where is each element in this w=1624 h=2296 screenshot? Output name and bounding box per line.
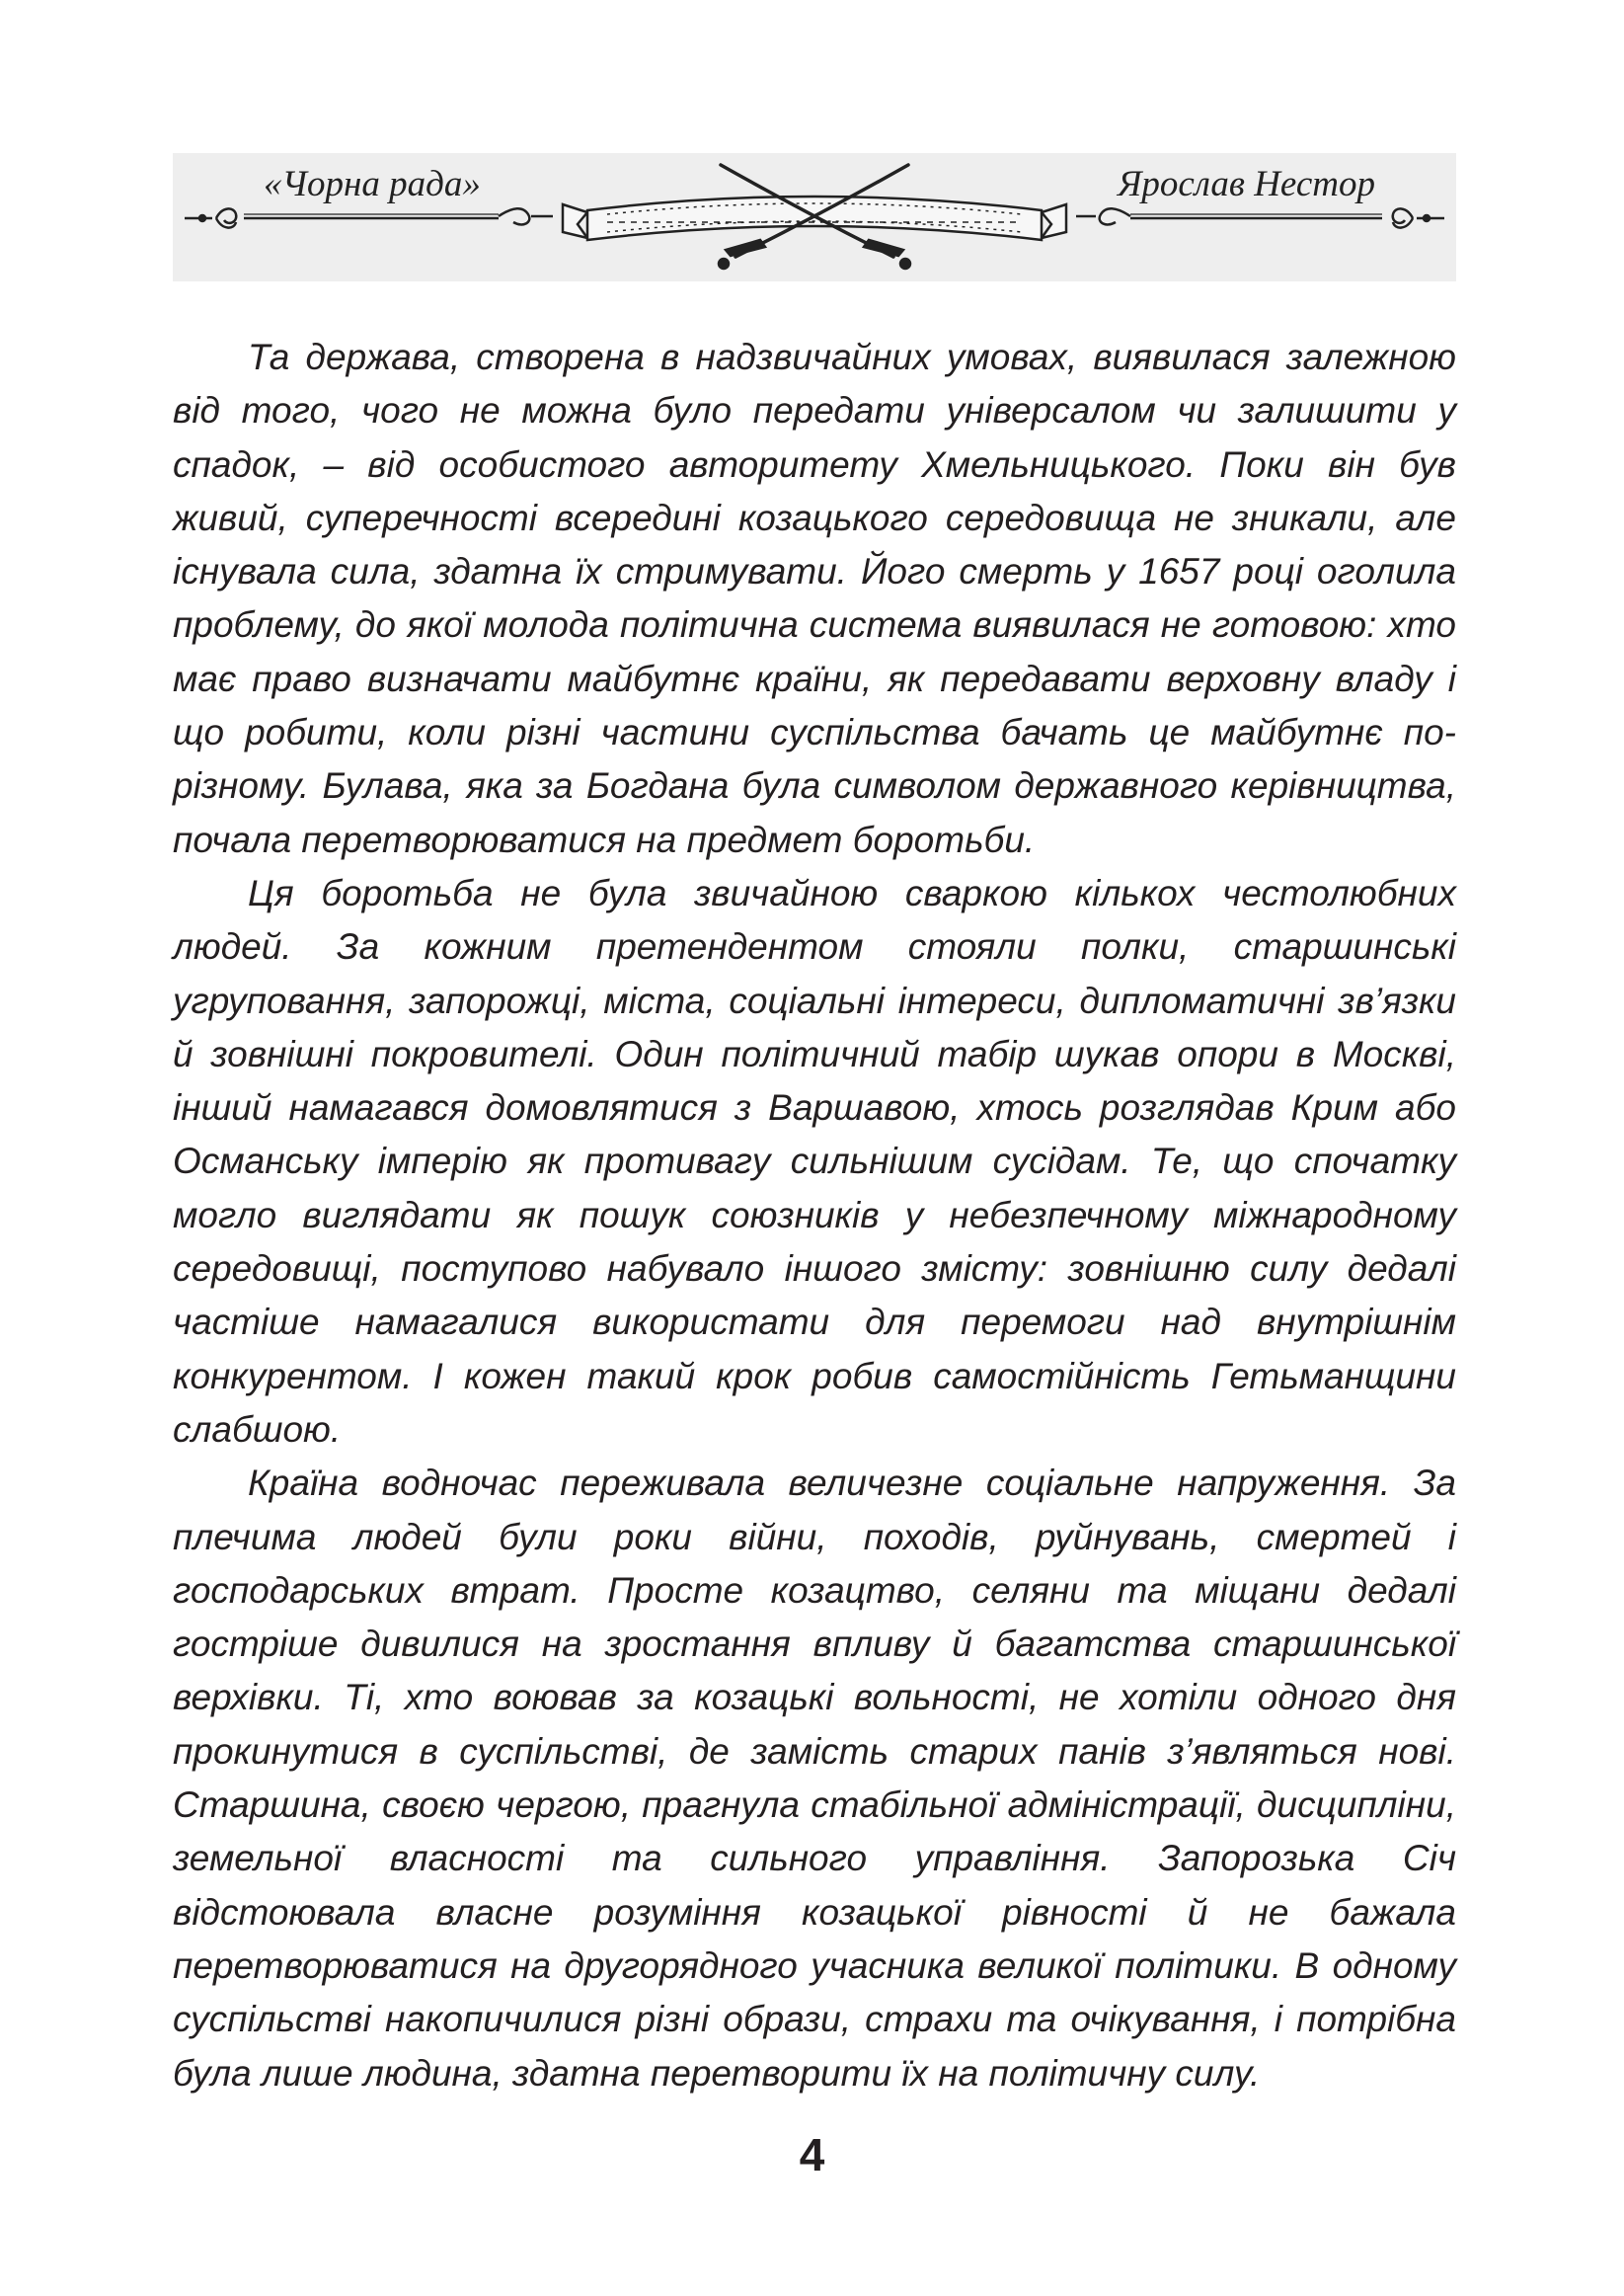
running-header [173,153,1456,281]
author-name: Ярослав Нестор [1118,164,1375,204]
page-number: 4 [799,2129,825,2180]
book-title: «Чорна рада» [264,164,481,204]
paragraph: Ця боротьба не була звичайною сваркою кількох честолюбних людей. За кожним претендентом стояли полки, старшинські угруповання, запорожці, міста, соціальні інтереси, дипломатичні зв’язки й зовнішні покровителі. Один політичний табір шукав опори в Москві, інший намагався домовлятися з Варшавою, хтось розглядав Крим або Османську імперію як противагу сильнішим сусідам. Те, що спочатку могло виглядати як пошук союзників у небезпечному міжнародному середовищі, поступово набувало іншого змісту: зовнішню силу дедалі частіше намагалися використати для перемоги над внутрішнім конкурентом. І кожен такий крок робив самостійність Гетьманщини слабшою. [173,872,1456,1450]
paragraph: Країна водночас переживала величезне соціальне напруження. За плечима людей були роки війни, походів, руйнувань, смертей і господарських втрат. Просте козацтво, селяни та міщани дедалі гостріше дивилися на зростання впливу й багатства старшинської верхівки. Ті, хто воював за козацькі вольності, не хотіли одного дня прокинутися в суспільстві, де замість старих панів з’являться нові. Старшина, своєю чергою, прагнула стабільної адміністрації, дисципліни, земельної власності та сильного управління. Запорозька Січ відстоювала власне розуміння козацької рівності й не бажала перетворюватися на другорядного учасника великої політики. В одному суспільстві накопичилися різні образи, страхи та очікування, і потрібна була лише людина, здатна перетворити їх на політичну силу. [173,1463,1456,2094]
paragraph: Та держава, створена в надзвичайних умовах, виявилася залежною від того, чого не можна було передати універсалом чи залишити у спадок, – від особистого авторитету Хмельницького. Поки він був живий, суперечності всередині козацького середовища не зникали, але існувала сила, здатна їх стримувати. Його смерть у 1657 році оголила проблему, до якої молода політична система виявилася не готовою: хто має право визначати майбутнє країни, як передавати верховну владу і що робити, коли різні частини суспільства бачать це майбутнє по-різному. Булава, яка за Богдана була символом державного керівництва, почала перетворюватися на предмет боротьби. [173,337,1456,860]
main-text [173,331,1456,2100]
